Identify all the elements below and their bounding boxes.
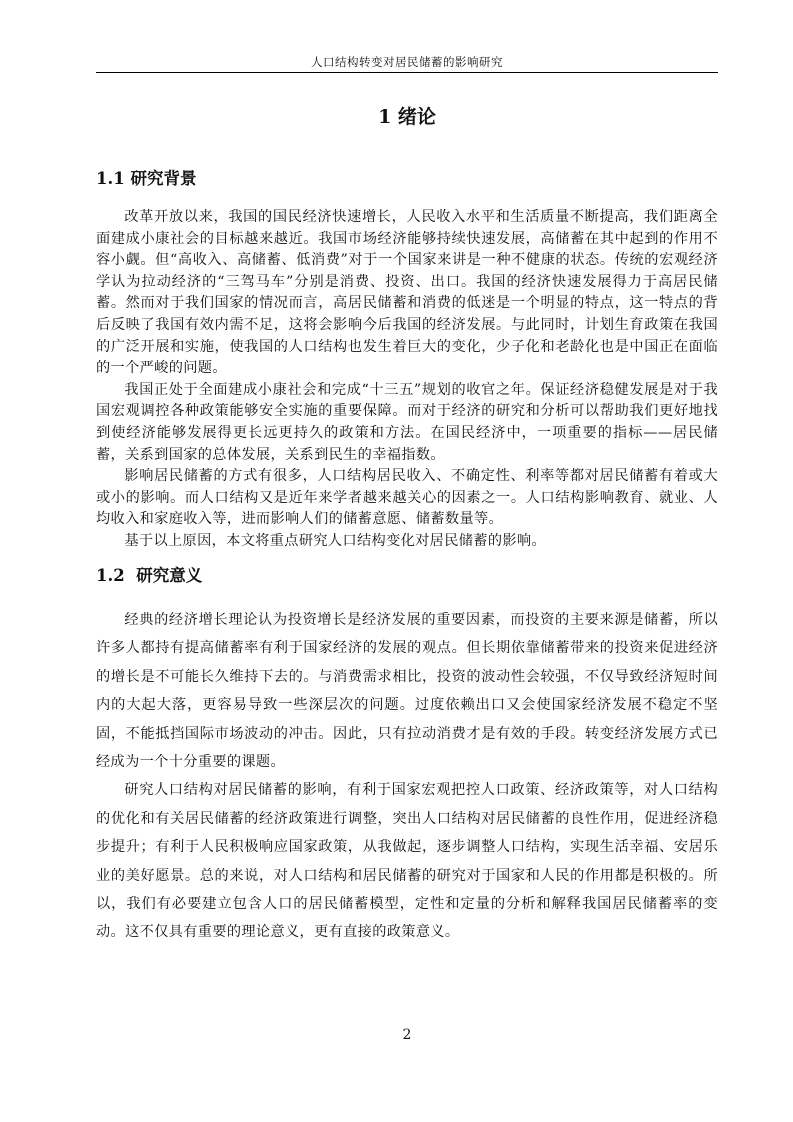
section-research-background — [96, 168, 718, 553]
chapter-title: 1 绪论 — [378, 106, 436, 128]
running-header: 人口结构转变对居民储蓄的影响研究 — [311, 55, 503, 69]
section-heading: 1.2 研究意义 — [96, 566, 203, 585]
paragraph: 基于以上原因，本文将重点研究人口结构变化对居民储蓄的影响。 — [124, 532, 546, 549]
paragraph: 我国正处于全面建成小康社会和完成“十三五”规划的收官之年。保证经济稳健发展是对于我国宏观调控各种政策能够安全实施的重要保障。而对于经济的研究和分析可以帮助我们更好地找到使经济能够发展得更长远更持久的政策和方法。在国民经济中，一项重要的指标——居民储蓄，关系到国家的总体发展，关系到民生的幸福指数。 — [96, 381, 718, 463]
section-heading: 1.1 研究背景 — [96, 169, 197, 188]
paragraph: 经典的经济增长理论认为投资增长是经济发展的重要因素，而投资的主要来源是储蓄，所以许多人都持有提高储蓄率有利于国家经济的发展的观点。但长期依靠储蓄带来的投资来促进经济的增长是不可能长久维持下去的。与消费需求相比，投资的波动性会较强，不仅导致经济短时间内的大起大落，更容易导致一些深层次的问题。过度依赖出口又会使国家经济发展不稳定不坚固，不能抵挡国际市场波动的冲击。因此，只有拉动消费才是有效的手段。转变经济发展方式已经成为一个十分重要的课题。 — [96, 612, 718, 771]
section-research-significance — [96, 565, 718, 947]
paragraph: 改革开放以来，我国的国民经济快速增长，人民收入水平和生活质量不断提高，我们距离全面建成小康社会的目标越来越近。我国市场经济能够持续快速发展，高储蓄在其中起到的作用不容小觑。但“高收入、高储蓄、低消费”对于一个国家来讲是一种不健康的状态。传统的宏观经济学认为拉动经济的“三驾马车”分别是消费、投资、出口。我国的经济快速发展得力于高居民储蓄。然而对于我们国家的情况而言，高居民储蓄和消费的低迷是一个明显的特点，这一特点的背后反映了我国有效内需不足，这将会影响今后我国的经济发展。与此同时，计划生育政策在我国的广泛开展和实施，使我国的人口结构也发生着巨大的变化，少子化和老龄化也是中国正在面临的一个严峻的问题。 — [96, 209, 718, 377]
page-number: 2 — [402, 1027, 412, 1043]
section-body — [96, 207, 718, 553]
paragraph: 研究人口结构对居民储蓄的影响，有利于国家宏观把控人口政策、经济政策等，对人口结构的优化和有关居民储蓄的经济政策进行调整，突出人口结构对居民储蓄的良性作用，促进经济稳步提升；有利于人民积极响应国家政策，从我做起，逐步调整人口结构，实现生活幸福、安居乐业的美好愿景。总的来说，对人口结构和居民储蓄的研究对于国家和人民的作用都是积极的。所以，我们有必要建立包含人口的居民储蓄模型，定性和定量的分析和解释我国居民储蓄率的变动。这不仅具有重要的理论意义，更有直接的政策意义。 — [96, 782, 718, 941]
header-rule — [96, 72, 718, 73]
paragraph: 影响居民储蓄的方式有很多，人口结构居民收入、不确定性、利率等都对居民储蓄有着或大或小的影响。而人口结构又是近年来学者越来越关心的因素之一。人口结构影响教育、就业、人均收入和家庭收入等，进而影响人们的储蓄意愿、储蓄数量等。 — [96, 468, 718, 528]
section-body — [96, 606, 718, 947]
